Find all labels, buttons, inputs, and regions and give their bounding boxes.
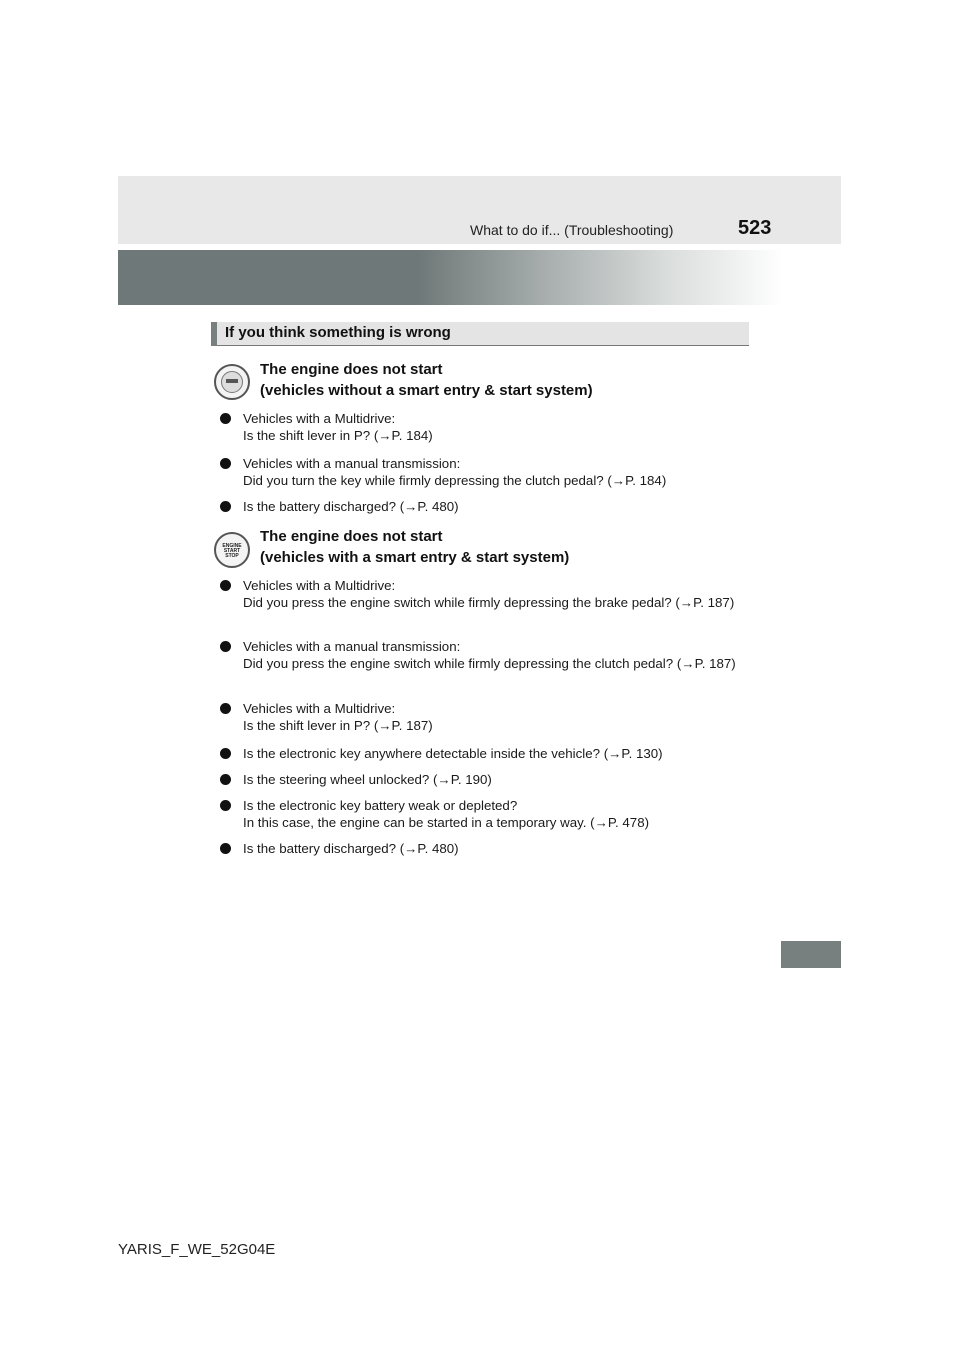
- list-item: Is the electronic key battery weak or depleted? In this case, the engine can be started in a temporary way. (→P. 478): [220, 797, 760, 831]
- list-item: Vehicles with a manual transmission: Did you turn the key while firmly depressing the clutch pedal? (→P. 184): [220, 455, 760, 489]
- list-item: Vehicles with a Multidrive: Is the shift lever in P? (→P. 187): [220, 700, 760, 734]
- subsection-title-1: [260, 359, 593, 401]
- bullet-icon: [220, 774, 231, 785]
- list-item: Is the electronic key anywhere detectable inside the vehicle? (→P. 130): [220, 745, 760, 762]
- section-title: If you think something is wrong: [225, 324, 451, 341]
- bullet-icon: [220, 580, 231, 591]
- bullet-icon: [220, 641, 231, 652]
- bullet-icon: [220, 843, 231, 854]
- bullet-icon: [220, 800, 231, 811]
- subsection-title-2: [260, 526, 569, 568]
- section-heading: [211, 322, 749, 346]
- list-item: Is the battery discharged? (→P. 480): [220, 840, 760, 857]
- chapter-tab: [781, 941, 841, 968]
- list-item: Is the steering wheel unlocked? (→P. 190): [220, 771, 760, 788]
- manual-code: YARIS_F_WE_52G04E: [118, 1241, 276, 1258]
- page-number: 523: [738, 217, 772, 239]
- ignition-key-icon: [214, 364, 250, 400]
- bullet-icon: [220, 458, 231, 469]
- chapter-band: [118, 250, 783, 305]
- engine-start-stop-button-icon: ENGINE START STOP: [214, 532, 250, 568]
- subsection-title-line: The engine does not start: [260, 361, 443, 378]
- bullet-icon: [220, 703, 231, 714]
- list-item: Is the battery discharged? (→P. 480): [220, 498, 760, 515]
- subsection-title-line: (vehicles without a smart entry & start system): [260, 382, 593, 399]
- bullet-icon: [220, 501, 231, 512]
- bullet-icon: [220, 748, 231, 759]
- header-title: What to do if... (Troubleshooting): [470, 222, 674, 238]
- bullet-icon: [220, 413, 231, 424]
- list-item: Vehicles with a Multidrive: Did you press the engine switch while firmly depressing the brake pedal? (→P. 187): [220, 577, 760, 611]
- list-item: Vehicles with a Multidrive: Is the shift lever in P? (→P. 184): [220, 410, 760, 444]
- subsection-title-line: (vehicles with a smart entry & start system): [260, 549, 570, 566]
- subsection-title-line: The engine does not start: [260, 528, 443, 545]
- list-item: Vehicles with a manual transmission: Did you press the engine switch while firmly depressing the clutch pedal? (→P. 187): [220, 638, 760, 672]
